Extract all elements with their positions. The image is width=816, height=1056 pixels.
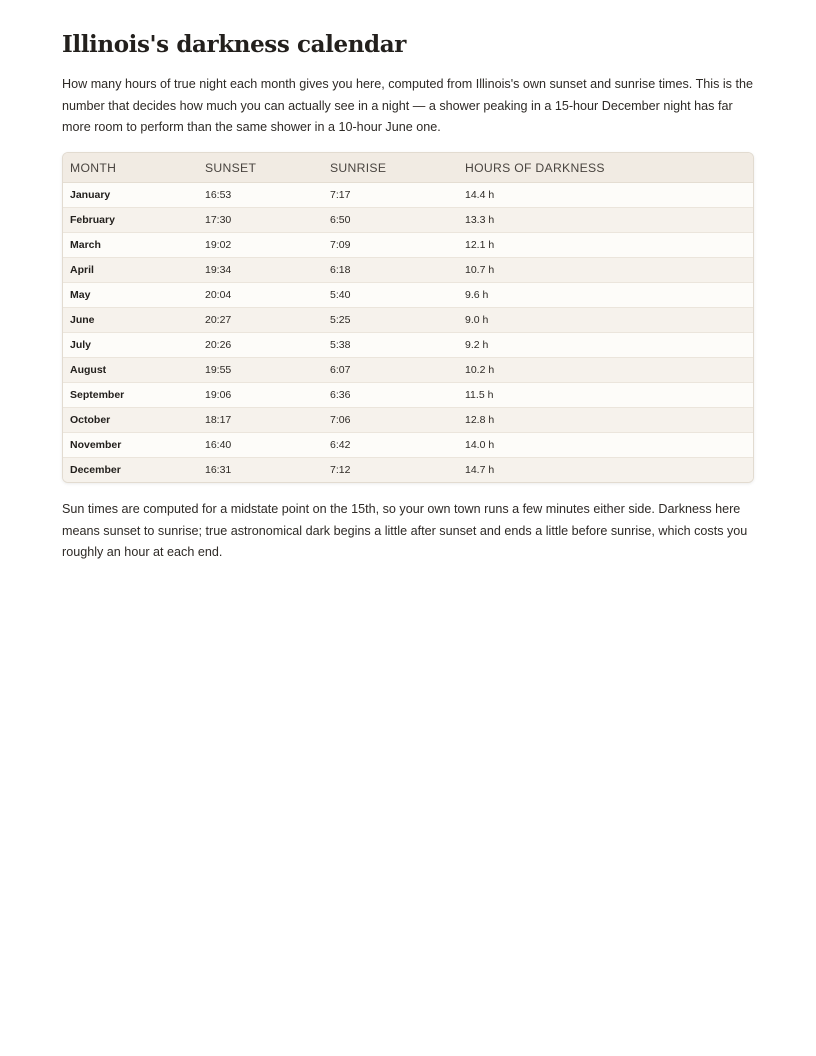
sunset-cell: 19:02 [198,233,323,258]
table-row [63,283,753,308]
sunrise-cell: 7:17 [323,183,458,208]
sunrise-cell: 7:09 [323,233,458,258]
column-header-month: MONTH [63,153,198,183]
month-cell: September [63,383,198,408]
table-row [63,233,753,258]
sunset-cell: 16:40 [198,433,323,458]
table-row [63,358,753,383]
month-cell: February [63,208,198,233]
darkness-cell: 14.0 h [458,433,753,458]
darkness-table [63,153,753,482]
sunrise-cell: 6:18 [323,258,458,283]
sunrise-cell: 6:36 [323,383,458,408]
darkness-cell: 14.7 h [458,458,753,483]
sunset-cell: 19:06 [198,383,323,408]
darkness-cell: 11.5 h [458,383,753,408]
month-cell: June [63,308,198,333]
intro-paragraph: How many hours of true night each month gives you here, computed from Illinois's own sunset and sunrise times. This is the number that decides how much you can actually see in a night — a shower peaking in a 15-hour December night has far more room to perform than the same shower in a 10-hour June one. [62,77,753,134]
table-row [63,333,753,358]
month-cell: January [63,183,198,208]
darkness-cell: 9.6 h [458,283,753,308]
sunset-cell: 16:31 [198,458,323,483]
table-row [63,383,753,408]
month-cell: March [63,233,198,258]
darkness-cell: 10.2 h [458,358,753,383]
column-header-sunrise: SUNRISE [323,153,458,183]
page-title: Illinois's darkness calendar [62,31,406,58]
table-row [63,308,753,333]
table-row [63,458,753,483]
table-row [63,208,753,233]
darkness-cell: 9.0 h [458,308,753,333]
sunrise-cell: 5:40 [323,283,458,308]
table-row [63,183,753,208]
sunset-cell: 20:27 [198,308,323,333]
column-header-sunset: SUNSET [198,153,323,183]
sunrise-cell: 6:42 [323,433,458,458]
month-cell: October [63,408,198,433]
month-cell: July [63,333,198,358]
table-row [63,433,753,458]
darkness-cell: 10.7 h [458,258,753,283]
month-cell: November [63,433,198,458]
darkness-cell: 12.1 h [458,233,753,258]
month-cell: December [63,458,198,483]
sunrise-cell: 5:38 [323,333,458,358]
sunset-cell: 18:17 [198,408,323,433]
darkness-cell: 12.8 h [458,408,753,433]
sunrise-cell: 5:25 [323,308,458,333]
footnote-paragraph: Sun times are computed for a midstate point on the 15th, so your own town runs a few minutes either side. Darkness here means sunset to sunrise; true astronomical dark begins a little after sunset and ends a little before sunrise, which costs you roughly an hour at each end. [62,502,748,559]
table-row [63,258,753,283]
sunset-cell: 16:53 [198,183,323,208]
sunrise-cell: 6:50 [323,208,458,233]
darkness-cell: 9.2 h [458,333,753,358]
darkness-cell: 13.3 h [458,208,753,233]
sunrise-cell: 7:12 [323,458,458,483]
darkness-cell: 14.4 h [458,183,753,208]
table-row [63,408,753,433]
sunset-cell: 20:04 [198,283,323,308]
column-header-darkness: HOURS OF DARKNESS [458,153,753,183]
sunset-cell: 19:34 [198,258,323,283]
month-cell: August [63,358,198,383]
sunset-cell: 17:30 [198,208,323,233]
month-cell: May [63,283,198,308]
sunset-cell: 20:26 [198,333,323,358]
darkness-table-container [62,152,754,483]
sunrise-cell: 6:07 [323,358,458,383]
sunrise-cell: 7:06 [323,408,458,433]
month-cell: April [63,258,198,283]
table-header-row [63,153,753,183]
sunset-cell: 19:55 [198,358,323,383]
